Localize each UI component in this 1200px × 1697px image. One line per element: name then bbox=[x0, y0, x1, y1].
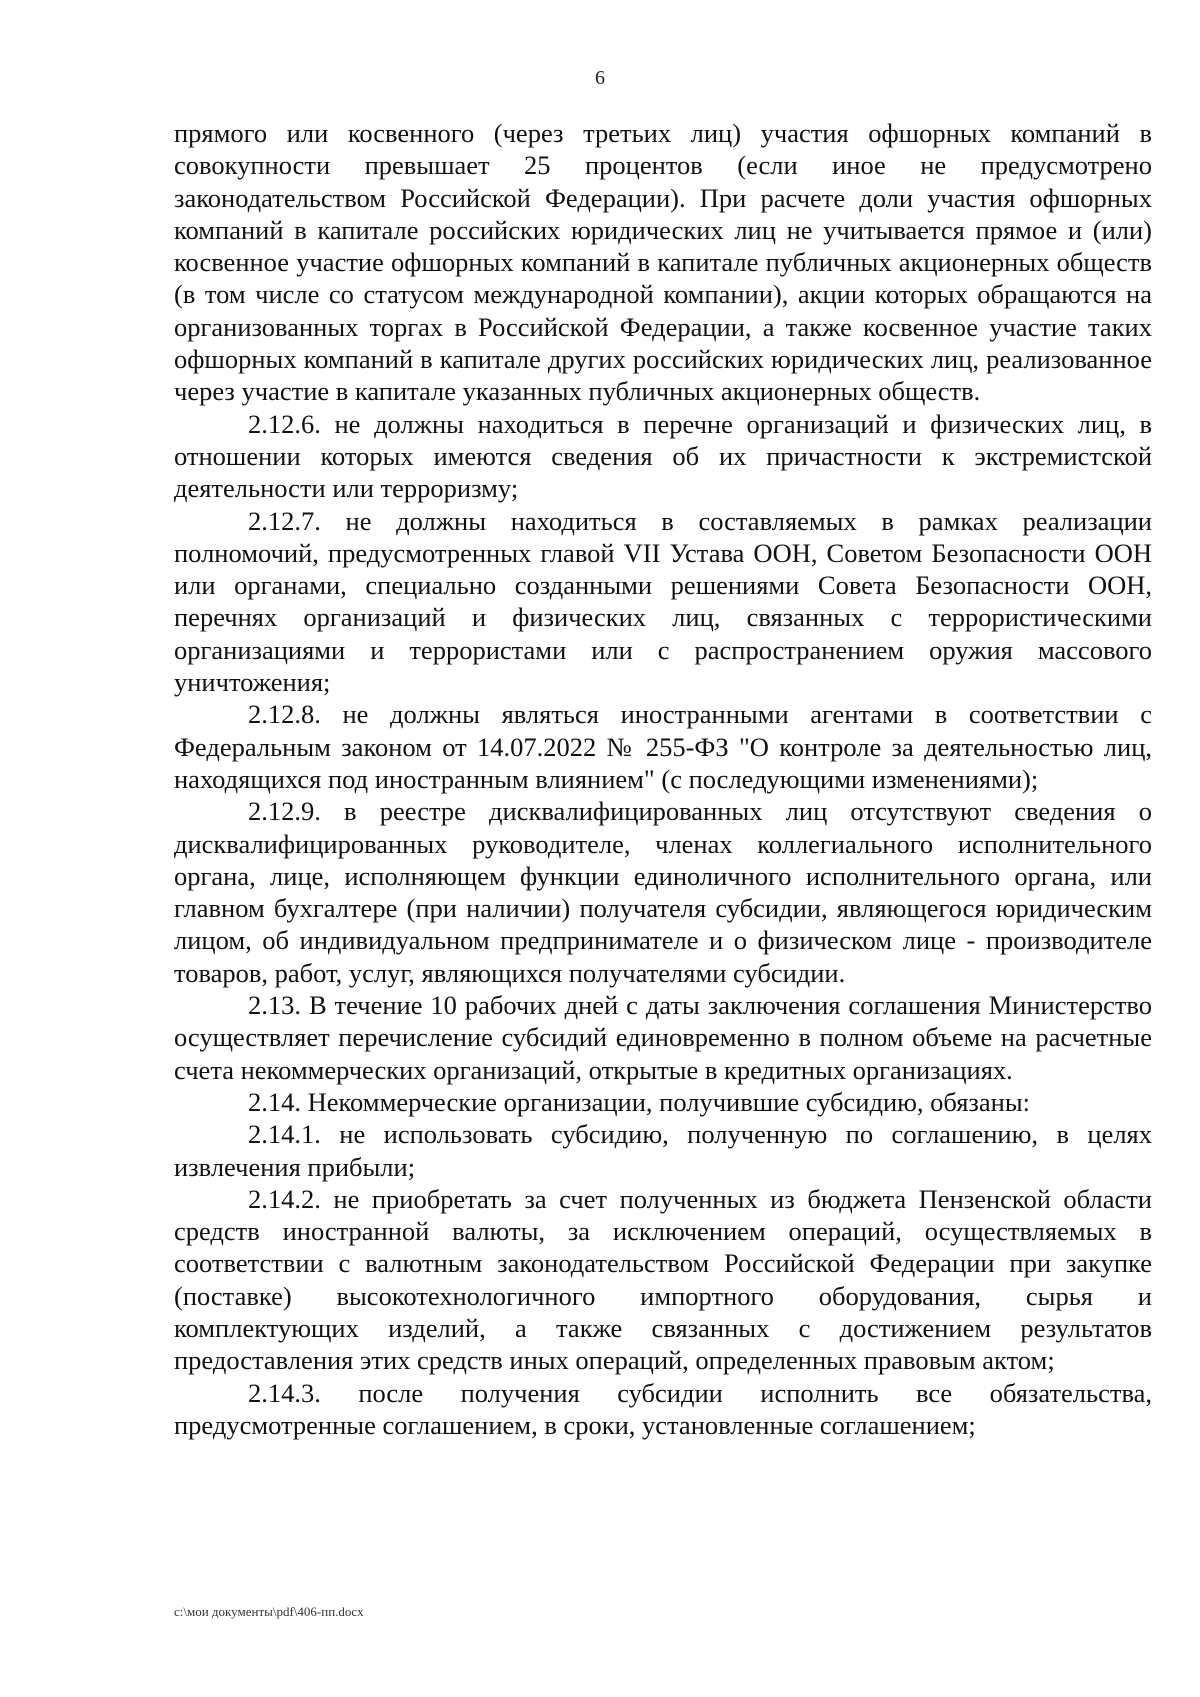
paragraph-2-12-7: 2.12.7. не должны находиться в составляемых в рамках реализации полномочий, предусмотренных главой VII Устава ООН, Советом Безопасности ООН или органами, специально созданными решениями Совета Безопасности ООН, перечнях организаций и физических лиц, связанных с террористическими организациями и террористами или с распространением оружия массового уничтожения; bbox=[174, 505, 1152, 698]
paragraph-continuation: прямого или косвенного (через третьих лиц) участия офшорных компаний в совокупности превышает 25 процентов (если иное не предусмотрено законодательством Российской Федерации). При расчете доли участия офшорных компаний в капитале российских юридических лиц не учитывается прямое и (или) косвенное участие офшорных компаний в капитале публичных акционерных обществ (в том числе со статусом международной компании), акции которых обращаются на организованных торгах в Российской Федерации, а также косвенное участие таких офшорных компаний в капитале других российских юридических лиц, реализованное через участие в капитале указанных публичных акционерных обществ. bbox=[174, 118, 1152, 407]
paragraph-2-12-6: 2.12.6. не должны находиться в перечне организаций и физических лиц, в отношении которых имеются сведения об их причастности к экстремистской деятельности или терроризму; bbox=[174, 408, 1152, 504]
page-number: 6 bbox=[595, 67, 605, 89]
paragraph-2-14: 2.14. Некоммерческие организации, получившие субсидию, обязаны: bbox=[248, 1086, 1031, 1117]
paragraph-2-13: 2.13. В течение 10 рабочих дней с даты заключения соглашения Министерство осуществляет перечисление субсидий единовременно в полном объеме на расчетные счета некоммерческих организаций, открытые в кредитных организациях. bbox=[174, 990, 1152, 1085]
footer-file-path: c:\мои документы\pdf\406-пп.docx bbox=[174, 1604, 364, 1619]
paragraph-2-14-2: 2.14.2. не приобретать за счет полученных из бюджета Пензенской области средств иностранной валюты, за исключением операций, осуществляемых в соответствии с валютным законодательством Российской Федерации при закупке (поставке) высокотехнологичного импортного оборудования, сырья и комплектующих изделий, а также связанных с достижением результатов предоставления этих средств иных операций, определенных правовым актом; bbox=[174, 1183, 1152, 1376]
document-body bbox=[174, 117, 1152, 1441]
paragraph-2-12-9: 2.12.9. в реестре дисквалифицированных лиц отсутствуют сведения о дисквалифицированных руководителе, членах коллегиального исполнительного органа, лице, исполняющем функции единоличного исполнительного органа, или главном бухгалтере (при наличии) получателя субсидии, являющегося юридическим лицом, об индивидуальном предпринимателе и о физическом лице - производителе товаров, работ, услуг, являющихся получателями субсидии. bbox=[174, 796, 1152, 988]
paragraph-2-12-8: 2.12.8. не должны являться иностранными агентами в соответствии с Федеральным законом от 14.07.2022 № 255-ФЗ "О контроле за деятельностью лиц, находящихся под иностранным влиянием" (с последующими изменениями); bbox=[174, 699, 1152, 794]
paragraph-2-14-1: 2.14.1. не использовать субсидию, полученную по соглашению, в целях извлечения прибыли; bbox=[174, 1119, 1152, 1182]
paragraph-2-14-3: 2.14.3. после получения субсидии исполнить все обязательства, предусмотренные соглашением, в сроки, установленные соглашением; bbox=[174, 1377, 1152, 1440]
